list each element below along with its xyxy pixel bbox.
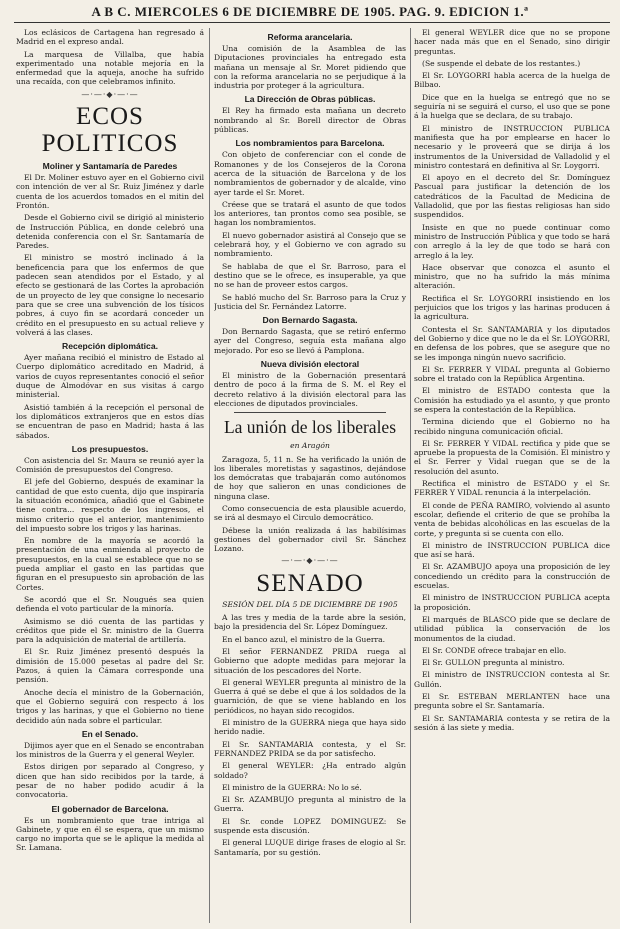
paragraph: El general LUQUE dirige frases de elogio al Sr. Santamaría, por su gestión. bbox=[214, 838, 406, 857]
paragraph: El nuevo gobernador asistirá al Consejo que se celebrará hoy, y el Gobierno ve con agrado su nombramiento. bbox=[214, 230, 406, 259]
section-title: La unión de los liberales bbox=[223, 417, 397, 438]
paragraph: La marquesa de Villalba, que había experimentado una notable mejoría en la enfermedad que la aqueja, anoche ha sufrido una recaída, con que celebramos infinito. bbox=[16, 49, 204, 87]
paragraph: Desde el Gobierno civil se dirigió al ministerio de Instrucción Pública, en donde celebró una detenida conferencia con el Sr. Santamaría de Paredes. bbox=[16, 213, 204, 251]
subsection-heading: Don Bernardo Sagasta. bbox=[262, 315, 358, 326]
paragraph: El Sr. GULLON pregunta al ministro. bbox=[422, 658, 565, 668]
paragraph: Como consecuencia de esta plausible acuerdo, se irá al desmayo el Circulo democrático. bbox=[214, 503, 406, 523]
paragraph: (Se suspende el debate de los restantes.) bbox=[422, 58, 581, 68]
paragraph: El ministro de la Gobernación presentará dentro de poco á la firma de S. M. el Rey el decreto relativo á la división electoral para las elecciones de diputados provinciales. bbox=[214, 371, 406, 408]
paragraph: Se acordó que el Sr. Nougués sea quien defienda el voto particular de la minoría. bbox=[16, 594, 204, 614]
paragraph: El Sr. AZAMBUJO pregunta al ministro de la Guerra. bbox=[214, 795, 406, 814]
paragraph: Dice que en la huelga se entregó que no se seguiría ni se seguirá el curso, el uso que se pone á la huelga que se declara, de su trabajo. bbox=[414, 92, 610, 121]
paragraph: El ministro se mostró inclinado á la beneficencia para que los enfermos de que padecen sean atendidos por el Estado, y al efecto se gestionará de las Cortes la aprobación de un proyecto de ley que consigne lo necesario para que se cree una subvención de los tísicos pobres, á cuyo fin se acordará conceder un crédito en el presupuesto en su actual relieve y volverá á las clases. bbox=[16, 253, 204, 337]
paragraph: El ministro de la GUERRA niega que haya sido herido nadie. bbox=[214, 718, 406, 737]
subsection-heading: La Dirección de Obras públicas. bbox=[244, 94, 376, 105]
paragraph: El ministro de INSTRUCCION PUBLICA dice que así se hará. bbox=[414, 540, 610, 560]
section-title: SENADO bbox=[256, 569, 364, 597]
paragraph: Insiste en que no puede continuar como ministro de Instrucción Pública y que todo se hará con arreglo á la ley de que todo se hará con arreglo á la ley. bbox=[414, 222, 610, 260]
paragraph: Anoche decía el ministro de la Gobernación, que el Gobierno seguirá con respecto á los trigos y las harinas, y que el Gobierno no tiene decidido aún nada sobre el particular. bbox=[16, 687, 204, 725]
paragraph: Se hablaba de que el Sr. Barroso, para el destino que se le ofrece, es insuperable, ya que no se han de proveer estos cargos. bbox=[214, 261, 406, 290]
column-1 bbox=[16, 28, 204, 923]
paragraph: El Sr. LOYGORRI habla acerca de la huelga de Bilbao. bbox=[414, 71, 610, 90]
subsection-heading: Los nombramientos para Barcelona. bbox=[235, 138, 385, 149]
paragraph: El ministro de INSTRUCCION PUBLICA acepta la proposición. bbox=[414, 593, 610, 612]
column-3 bbox=[414, 28, 610, 923]
paragraph: Rectifica el ministro de ESTADO y el Sr. FERRER Y VIDAL renuncia á la interpelación. bbox=[414, 479, 610, 498]
page-masthead: A B C. MIERCOLES 6 DE DICIEMBRE DE 1905. PAG. 9. EDICION 1.ª bbox=[91, 4, 529, 19]
paragraph: El Sr. conde LOPEZ DOMINGUEZ: Se suspende esta discusión. bbox=[214, 816, 406, 835]
paragraph: El Sr. CONDE ofrece trabajar en ello. bbox=[422, 645, 567, 655]
paragraph: Con asistencia del Sr. Maura se reunió ayer la Comisión de presupuestos del Congreso. bbox=[16, 455, 204, 475]
paragraph: Contesta el Sr. SANTAMARIA y los diputados del Gobierno y dice que no le da el Sr. LOYGORRI, en defensa de los pobres, que se asegure que no se les imponga ningún nuevo sacrificio. bbox=[414, 324, 610, 362]
paragraph: El ministro de INSTRUCCION PUBLICA manifiesta que ha por emplearse en hacer lo necesario y le proveerá que se dirija á los instrumentos de la Universidad de Valladolid y el ministro contestará en definitiva al Sr. Loygorri. bbox=[414, 123, 610, 170]
subsection-heading: Recepción diplomática. bbox=[62, 341, 158, 352]
paragraph: El Sr. Ruiz Jiménez presentó después la dimisión de 15.000 pesetas al padre del Sr. Pazos, á quien la Cámara corresponde una pensión. bbox=[16, 647, 204, 685]
paragraph: Se habló mucho del Sr. Barroso para la Cruz y Justicia del Sr. Fernández Latorre. bbox=[214, 292, 406, 311]
paragraph: El Sr. AZAMBUJO apoya una proposición de ley concediendo un crédito para la construcción de escuelas. bbox=[414, 562, 610, 591]
paragraph: Los eclásicos de Cartagena han regresado á Madrid en el expreso andal. bbox=[16, 28, 204, 47]
paragraph: Termina diciendo que el Gobierno no ha recibido ninguna comunicación oficial. bbox=[414, 417, 610, 436]
paragraph: El Dr. Moliner estuvo ayer en el Gobierno civil con intención de ver al Sr. Ruiz Jiménez y darle cuenta de los acuerdos tomados en el mitin del Frontón. bbox=[16, 173, 204, 210]
section-subtitle: en Aragón bbox=[290, 441, 330, 451]
ornament-divider: —·—·◆·—·— bbox=[281, 556, 339, 566]
section-title: ECOS POLITICOS bbox=[41, 103, 179, 158]
paragraph: Hace observar que conozca el asunto el ministro, que no ha sufrido la más mínima alteración. bbox=[414, 262, 610, 291]
paragraph: Don Bernardo Sagasta, que se retiró enfermo ayer del Congreso, seguía esta mañana algo mejorado. Por eso se llevó á Pamplona. bbox=[214, 327, 406, 355]
paragraph: El Sr. FERRER Y VIDAL rectifica y pide que se apruebe la propuesta de la Comisión. El ministro y el Sr. Ferrer y Vidal ruegan que se de la resolución del asunto. bbox=[414, 438, 610, 476]
paragraph: El general WEYLER: ¿Ha entrado algún soldado? bbox=[214, 761, 406, 780]
column-divider bbox=[209, 28, 210, 923]
column-divider bbox=[410, 28, 411, 923]
paragraph: El Sr. ESTEBAN MERLANTEN hace una pregunta sobre el Sr. Santamaría. bbox=[414, 692, 610, 711]
ornament-divider: —·—·◆·—·— bbox=[81, 89, 139, 99]
paragraph: El general WEYLER dice que no se propone hacer nada más que en el Senado, sino dirigir preguntas. bbox=[414, 28, 610, 56]
paragraph: Estos dirigen por separado al Congreso, y dicen que han sido recibidos por la tarde, á pesar de no haber podido acudir á la convocatoria. bbox=[16, 762, 204, 800]
paragraph: Con objeto de conferenciar con el conde de Romanones y de los Consejeros de la Corona acerca de la situación de Barcelona y de los nombramientos de gobernador y de alcalde, vino ayer tarde el Sr. Moret. bbox=[214, 150, 406, 197]
paragraph: Débese la unión realizada á las habilísimas gestiones del gobernador civil Sr. Sánchez Lozano. bbox=[214, 525, 406, 554]
subsection-heading: Los presupuestos. bbox=[71, 443, 149, 454]
paragraph: El apoyo en el decreto del Sr. Domínguez Pascual para justificar la detención de los catedráticos de la Facultad de Medicina de Valladolid, que por las fiestas religiosas han sido suspendidos. bbox=[414, 173, 610, 220]
subsection-heading: El gobernador de Barcelona. bbox=[51, 803, 169, 814]
paragraph: Asistió también á la recepción el personal de los diplomáticos extranjeros que en estos días se encuentran de paso en Madrid; hasta á las sábados. bbox=[16, 402, 204, 440]
top-rule bbox=[14, 22, 610, 23]
paragraph: Asimismo se dió cuenta de las partidas y créditos que pide el Sr. ministro de la Guerra para la adquisición de material de artillería. bbox=[16, 616, 204, 645]
paragraph: Zaragoza, 5, 11 n. Se ha verificado la unión de los liberales moretistas y sagastinos, dejándose los demócratas que trabajarán como autónomos de hoy que salieron en unas condiciones de ninguna clase. bbox=[214, 454, 406, 501]
paragraph: Créese que se tratará el asunto de que todos los anteriores, tan prontos como sea posible, se hagan los nombramientos. bbox=[214, 199, 406, 228]
subsection-heading: En el Senado. bbox=[81, 728, 139, 739]
horizontal-rule bbox=[234, 412, 386, 413]
paragraph: En el banco azul, el ministro de la Guerra. bbox=[222, 634, 386, 644]
subsection-heading: Nueva división electoral bbox=[260, 359, 360, 370]
paragraph: El Sr. SANTAMARIA contesta, y el Sr. FERNANDEZ PRIDA se da por satisfecho. bbox=[214, 739, 406, 758]
paragraph: Una comisión de la Asamblea de las Diputaciones provinciales ha entregado esta mañana un mensaje al Sr. Moret pidiendo que con la reforma arancelaria no se perjudique á la industria por proteger á la agricultura. bbox=[214, 44, 406, 91]
paragraph: El ministro de ESTADO contesta que la Comisión ha estudiado ya el asunto, y que pronto se espera la contestación de la República. bbox=[414, 386, 610, 414]
paragraph: En nombre de la mayoría se acordó la presentación de una enmienda al proyecto de presupuestos, en la cual se establece que no se pueda ampliar el gasto en las partidas que figuran en el presupuesto sin aprobación de las Cortes. bbox=[16, 536, 204, 592]
paragraph: El ministro de INSTRUCCION contesta al Sr. Gullón. bbox=[414, 670, 610, 689]
paragraph: El marqués de BLASCO pide que se declare de utilidad pública la conservación de los monumentos de la ciudad. bbox=[414, 614, 610, 643]
paragraph: El Rey ha firmado esta mañana un decreto nombrando al Sr. Borell director de Obras públicas. bbox=[214, 106, 406, 135]
paragraph: A las tres y media de la tarde abre la sesión, bajo la presidencia del Sr. López Domínguez. bbox=[214, 613, 406, 632]
subsection-heading: Moliner y Santamaría de Paredes bbox=[42, 161, 178, 172]
paragraph: El jefe del Gobierno, después de examinar la cantidad de que esto cuenta, dijo que inspiraría la situación económica, añadió que el Gabinete tiene contra... respecto de los ingresos, el mismo criterio que el anterior, mantenimiento del impuesto sobre los trigos y las harinas. bbox=[16, 477, 204, 533]
paragraph: Ayer mañana recibió el ministro de Estado al Cuerpo diplomático acreditado en Madrid, á varios de cuyos representantes conoció el señor duque de Almodóvar en sus visitas á cargo ministerial. bbox=[16, 353, 204, 400]
paragraph: El general WEYLER pregunta al ministro de la Guerra á qué se debe el que á los soldados de la guarnición, de que se viene hablando en los periódicos, no hayan sido recogidos. bbox=[214, 677, 406, 715]
paragraph: Rectifica el Sr. LOYGORRI insistiendo en los perjuicios que los trigos y las harinas producen á la agricultura. bbox=[414, 293, 610, 322]
paragraph: El ministro de la GUERRA: No lo sé. bbox=[222, 782, 362, 792]
paragraph: El Sr. FERRER Y VIDAL pregunta al Gobierno sobre el tratado con la República Argentina. bbox=[414, 364, 610, 384]
paragraph: El señor FERNANDEZ PRIDA ruega al Gobierno que adopte medidas para mejorar la situación de los pescadores del Norte. bbox=[214, 646, 406, 675]
paragraph: Es un nombramiento que trae intriga al Gabinete, y que en él se espera, que un mismo cargo no importa que se le aplique la medida al Sr. Lamana. bbox=[16, 815, 204, 853]
column-2 bbox=[214, 28, 406, 923]
paragraph: Dijimos ayer que en el Senado se encontraban los ministros de la Guerra y el general Weyler. bbox=[16, 740, 204, 760]
paragraph: El conde de PEÑA RAMIRO, volviendo al asunto escolar, defiende el criterio de que se prohíba la venta de bebidas alcohólicas en las escuelas de la corte, y pregunta si se cuenta con ello. bbox=[414, 500, 610, 538]
paragraph: El Sr. SANTAMARIA contesta y se retira de la sesión á las siete y media. bbox=[414, 713, 610, 732]
section-subtitle: SESIÓN DEL DÍA 5 DE DICIEMBRE DE 1905 bbox=[222, 599, 398, 609]
subsection-heading: Reforma arancelaria. bbox=[267, 32, 353, 42]
